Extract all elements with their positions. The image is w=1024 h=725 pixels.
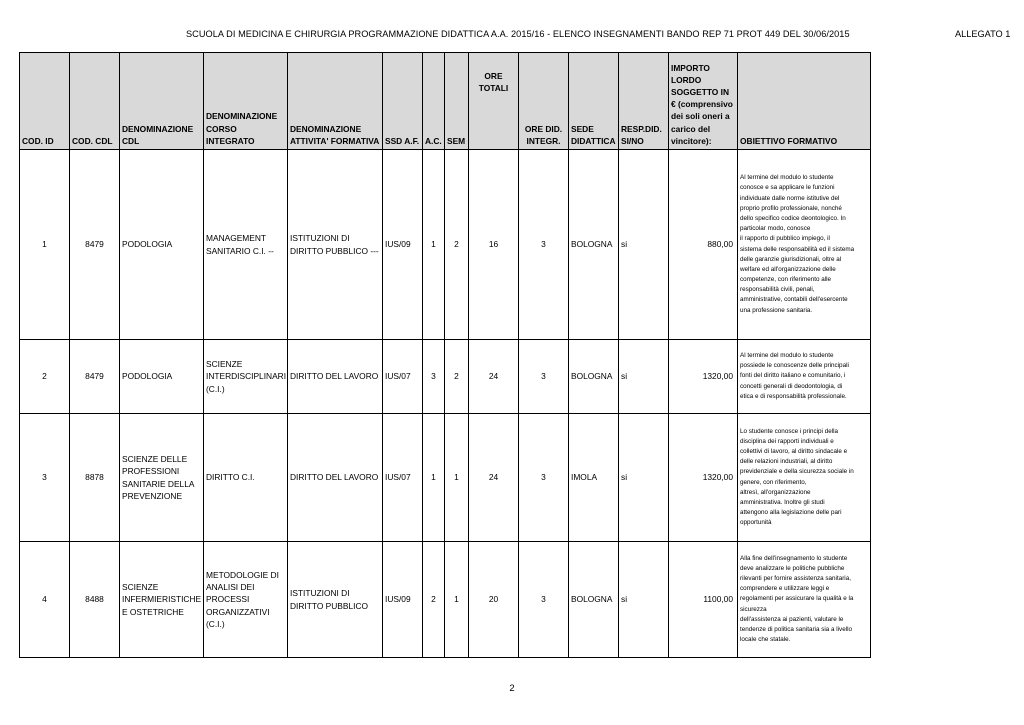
cell-cod-id: 1 — [20, 150, 70, 340]
cell-cod-cdl: 8479 — [70, 340, 120, 414]
obiettivo-line: collettivi di lavoro, al diritto sindacale e — [740, 447, 848, 455]
cell-denominazione-attivita: DIRITTO DEL LAVORO — [288, 414, 383, 542]
header-obiettivo: OBIETTIVO FORMATIVO — [738, 53, 871, 150]
obiettivo-line: Lo studente conosce i principi della — [740, 427, 839, 435]
header-ac: A.C. — [423, 53, 445, 150]
obiettivo-line: opportunità — [740, 519, 772, 527]
cell-sede: BOLOGNA — [569, 150, 619, 340]
obiettivo-line: il rapporto di pubblico impiego, il — [740, 235, 830, 243]
obiettivo-line: locale che statale. — [740, 636, 791, 644]
cell-denominazione-corso: DIRITTO C.I. — [204, 414, 288, 542]
header-sem: SEM — [445, 53, 469, 150]
obiettivo-line: delle garanzie giurisdizionali, oltre al — [740, 255, 842, 263]
table-row — [20, 542, 871, 658]
cell-cod-id: 2 — [20, 340, 70, 414]
cell-ore-did: 3 — [519, 542, 569, 658]
cell-resp: si — [619, 340, 669, 414]
cell-ac: 3 — [423, 340, 445, 414]
obiettivo-line: individuate dalle norme istitutive del — [740, 194, 840, 202]
obiettivo-line: delle relazioni industriali, al diritto — [740, 458, 833, 466]
page-number: 2 — [509, 683, 515, 694]
cell-denominazione-cdl: SCIENZE INFERMIERISTICHE E OSTETRICHE — [120, 542, 204, 658]
cell-resp: si — [619, 150, 669, 340]
obiettivo-line: dello specifico codice deontologico. In — [740, 214, 846, 222]
obiettivo-line: fonti del diritto italiano e comunitario, i — [740, 372, 846, 380]
cell-obiettivo — [738, 414, 871, 542]
obiettivo-line: sistema delle responsabilità ed il sistema — [740, 245, 855, 253]
header-sede: SEDE DIDATTICA — [569, 53, 619, 150]
obiettivo-line: concetti generali di deodontologia, di — [740, 382, 843, 390]
cell-importo: 1320,00 — [669, 414, 738, 542]
cell-ac: 2 — [423, 542, 445, 658]
table-header-row — [20, 53, 871, 150]
obiettivo-line: amministrative, contabili dell'esercente — [740, 296, 848, 304]
cell-cod-cdl: 8479 — [70, 150, 120, 340]
cell-ore-totali: 16 — [469, 150, 519, 340]
header-denominazione-attivita: DENOMINAZIONE ATTIVITA' FORMATIVA — [288, 53, 383, 150]
obiettivo-line: dell'assistenza ai pazienti, valutare le — [740, 615, 844, 623]
cell-ac: 1 — [423, 414, 445, 542]
cell-sem: 1 — [445, 542, 469, 658]
cell-obiettivo — [738, 542, 871, 658]
document-title: SCUOLA DI MEDICINA E CHIRURGIA PROGRAMMAZIONE DIDATTICA A.A. 2015/16 - ELENCO INSEGNAMENTI BANDO REP 71 PROT 449 DEL 30/06/2015 — [186, 29, 850, 39]
obiettivo-line: proprio profilo professionale, nonché — [740, 204, 842, 212]
obiettivo-line: genere, con riferimento, — [740, 478, 807, 486]
header-denominazione-corso: DENOMINAZIONE CORSO INTEGRATO — [204, 53, 288, 150]
obiettivo-line: sicurezza — [740, 605, 767, 613]
obiettivo-line: amministrativa. Inoltre gli studi — [740, 498, 825, 506]
obiettivo-line: welfare ed all'organizzazione delle — [740, 265, 836, 273]
obiettivo-line: altresì, all'organizzazione — [740, 488, 811, 496]
cell-sede: BOLOGNA — [569, 542, 619, 658]
courses-table — [19, 52, 871, 658]
cell-ore-did: 3 — [519, 414, 569, 542]
table-row — [20, 150, 871, 340]
cell-importo: 1320,00 — [669, 340, 738, 414]
cell-cod-id: 4 — [20, 542, 70, 658]
cell-sede: BOLOGNA — [569, 340, 619, 414]
table-row — [20, 340, 871, 414]
cell-denominazione-cdl: PODOLOGIA — [120, 340, 204, 414]
header-resp: RESP.DID. SI/NO — [619, 53, 669, 150]
cell-ssd: IUS/09 — [383, 150, 423, 340]
header-ore-did: ORE DID. INTEGR. — [519, 53, 569, 150]
cell-denominazione-corso: MANAGEMENT SANITARIO C.I. -- — [204, 150, 288, 340]
obiettivo-line: comprendere e utilizzare leggi e — [740, 585, 830, 593]
obiettivo-line: possiede le conoscenze delle principali — [740, 362, 849, 370]
obiettivo-line: Al termine del modulo lo studente — [740, 352, 834, 360]
obiettivo-line: Al termine del modulo lo studente — [740, 174, 834, 182]
obiettivo-line: attengono alla legislazione delle pari — [740, 509, 842, 517]
cell-denominazione-corso: SCIENZE INTERDISCIPLINARI (C.I.) — [204, 340, 288, 414]
cell-sem: 2 — [445, 340, 469, 414]
attachment-label: ALLEGATO 1 — [955, 29, 1011, 39]
cell-ac: 1 — [423, 150, 445, 340]
obiettivo-line: previdenziale e della sicurezza sociale in — [740, 468, 854, 476]
obiettivo-line: disciplina dei rapporti individuali e — [740, 437, 834, 445]
header-cod-id: COD. ID — [20, 53, 70, 150]
obiettivo-line: etica e di responsabilità professionale. — [740, 392, 847, 400]
table-row — [20, 414, 871, 542]
cell-ore-totali: 24 — [469, 340, 519, 414]
obiettivo-line: particolar modo, conosce — [740, 225, 811, 233]
obiettivo-line: rilevanti per fornire assistenza sanitaria, — [740, 575, 851, 583]
cell-cod-id: 3 — [20, 414, 70, 542]
obiettivo-line: responsabilità civili, penali, — [740, 286, 815, 294]
cell-ssd: IUS/07 — [383, 340, 423, 414]
cell-denominazione-cdl: PODOLOGIA — [120, 150, 204, 340]
cell-ore-totali: 20 — [469, 542, 519, 658]
obiettivo-line: competenze, con riferimento alle — [740, 276, 832, 284]
cell-obiettivo — [738, 150, 871, 340]
cell-ssd: IUS/09 — [383, 542, 423, 658]
header-ore-totali: ORE TOTALI — [469, 53, 519, 150]
obiettivo-line: deve analizzare le politiche pubbliche — [740, 564, 845, 572]
cell-ore-did: 3 — [519, 340, 569, 414]
cell-denominazione-attivita: DIRITTO DEL LAVORO — [288, 340, 383, 414]
cell-cod-cdl: 8878 — [70, 414, 120, 542]
cell-denominazione-corso: METODOLOGIE DI ANALISI DEI PROCESSI ORGANIZZATIVI (C.I.) — [204, 542, 288, 658]
cell-resp: si — [619, 542, 669, 658]
cell-sem: 2 — [445, 150, 469, 340]
cell-denominazione-attivita: ISTITUZIONI DI DIRITTO PUBBLICO --- — [288, 150, 383, 340]
cell-obiettivo — [738, 340, 871, 414]
cell-sede: IMOLA — [569, 414, 619, 542]
obiettivo-line: Alla fine dell'insegnamento lo studente — [740, 554, 848, 562]
cell-ore-totali: 24 — [469, 414, 519, 542]
cell-importo: 1100,00 — [669, 542, 738, 658]
cell-ore-did: 3 — [519, 150, 569, 340]
obiettivo-line: tendenze di politica sanitaria sia a livello — [740, 625, 853, 633]
header-importo: IMPORTO LORDO SOGGETTO IN € (comprensivo dei soli oneri a carico del vincitore): — [669, 53, 738, 150]
cell-ssd: IUS/07 — [383, 414, 423, 542]
header-ssd: SSD A.F. — [383, 53, 423, 150]
obiettivo-line: conosce e sa applicare le funzioni — [740, 184, 835, 192]
header-denominazione-cdl: DENOMINAZIONE CDL — [120, 53, 204, 150]
cell-resp: si — [619, 414, 669, 542]
cell-denominazione-attivita: ISTITUZIONI DI DIRITTO PUBBLICO — [288, 542, 383, 658]
cell-sem: 1 — [445, 414, 469, 542]
obiettivo-line: una professione sanitaria. — [740, 306, 813, 314]
cell-cod-cdl: 8488 — [70, 542, 120, 658]
header-cod-cdl: COD. CDL — [70, 53, 120, 150]
page-header — [0, 29, 1024, 43]
cell-importo: 880,00 — [669, 150, 738, 340]
cell-denominazione-cdl: SCIENZE DELLE PROFESSIONI SANITARIE DELLA PREVENZIONE — [120, 414, 204, 542]
obiettivo-line: regolamenti per assicurare la qualità e la — [740, 595, 854, 603]
